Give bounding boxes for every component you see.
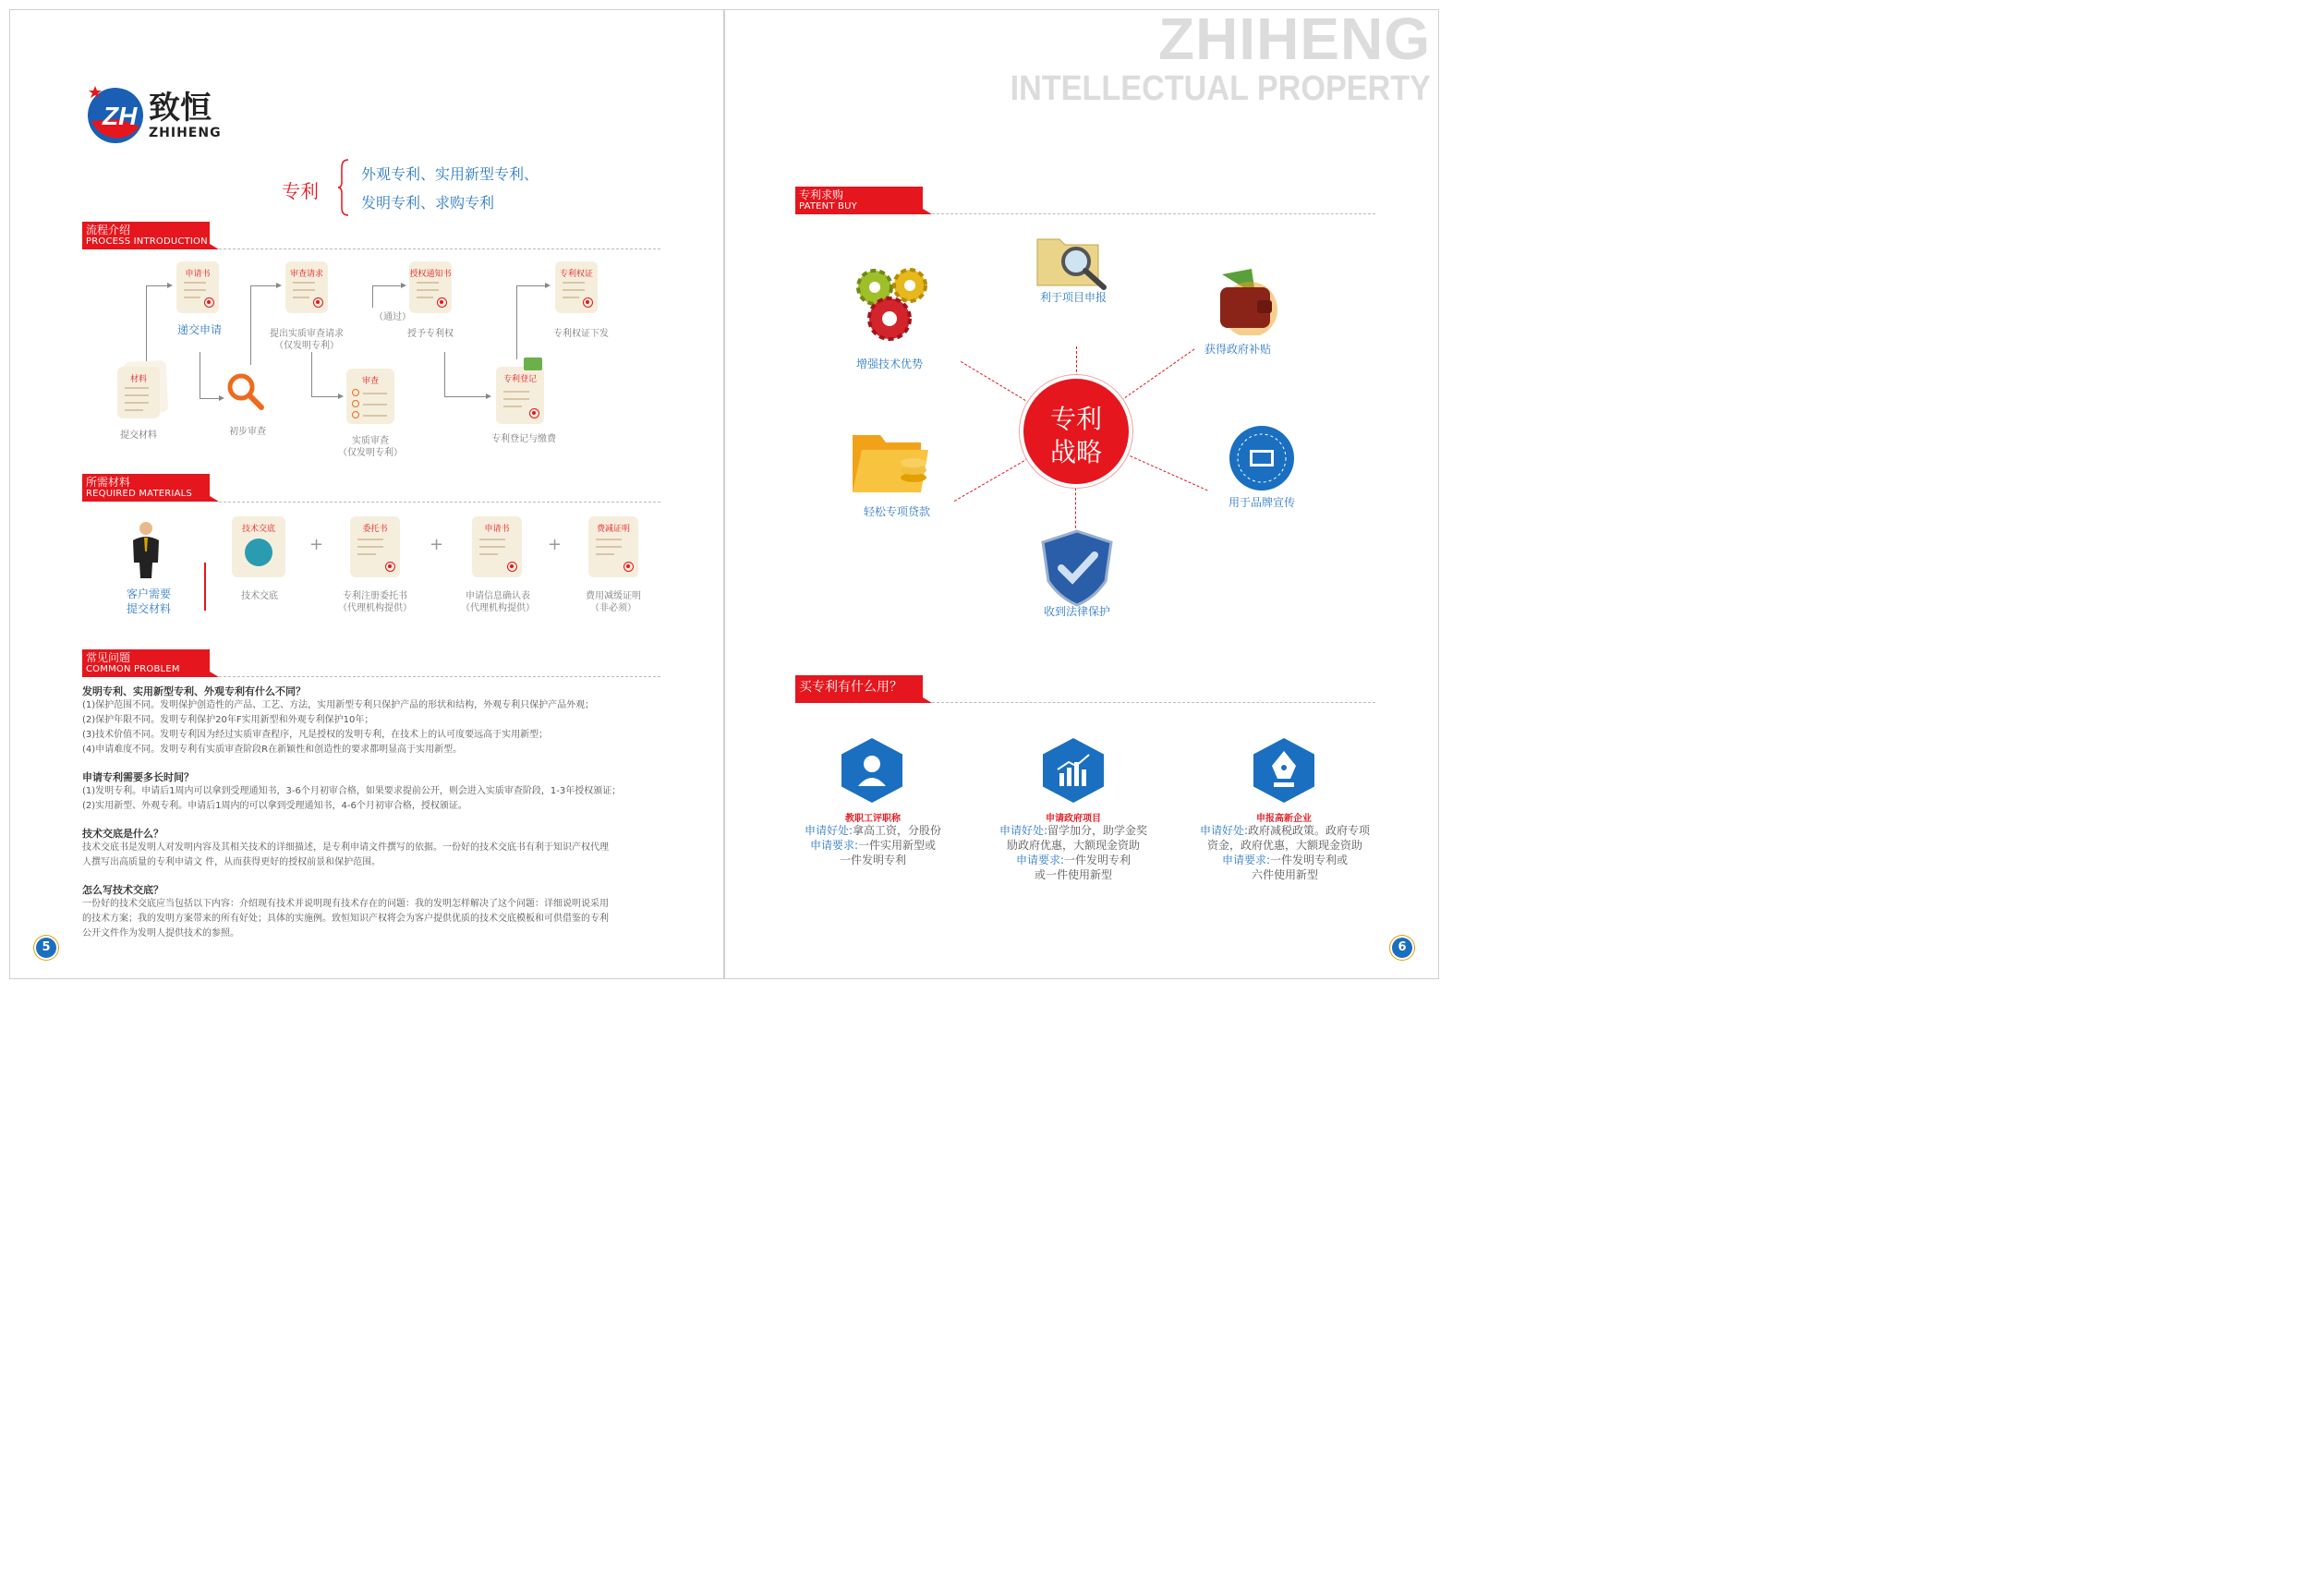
label-line: 提出实质审查请求 [270,329,344,339]
doc-title: 申请书 [484,525,510,534]
brace-icon [337,158,350,217]
red-divider [204,563,206,611]
use-key: 申请要求: [809,839,859,852]
gear-network-icon [245,539,272,566]
use-row [976,838,1170,853]
connector [311,396,339,397]
use-value: 励政府优惠，大额现金资助 [1006,839,1140,852]
doc-application [472,516,522,577]
use-row [1182,838,1387,853]
faq-item [82,883,673,941]
use-title: 申请政府项目 [1046,814,1101,824]
faq-answer-line: 技术交底书是发明人对发明内容及其相关技术的详细描述，是专利申请文件撰写的依据。一份好的技术交底书有利于知识产权代理 [82,842,609,853]
doc-entrust [350,516,400,577]
search-icon [224,370,265,411]
divider [219,502,660,503]
doc-title: 费减证明 [596,525,630,534]
faq-answer-line: (1)保护范围不同。发明保护创造性的产品、工艺、方法，实用新型专利只保护产品的形状和结构，外观专利只保护产品外观； [82,700,595,710]
materials-tag-en: REQUIRED MATERIALS [86,489,192,499]
faq-tag-en: COMMON PROBLEM [86,664,180,674]
connector [372,285,373,308]
material-label [452,590,544,614]
label-submit-material: 提交材料 [120,430,157,441]
benefit-loan: 轻松专项贷款 [863,505,930,518]
label-pass: （通过） [374,312,411,322]
doc-title: 授权通知书 [409,270,452,279]
doc-title: 委托书 [362,525,388,534]
uses-tag [795,675,923,703]
faq-question: 发明专利、实用新型专利、外观专利有什么不同？ [82,685,306,697]
use-value: 六件使用新型 [1251,868,1318,881]
connector [146,285,168,286]
page-number: 5 [36,938,56,958]
doc-title: 专利权证 [559,270,593,279]
strategy-circle [1023,379,1129,484]
seal-icon [529,408,539,418]
seal-icon [583,297,593,308]
patent-heading: 专利 [282,180,319,202]
patent-types-line1: 外观专利、实用新型专利、 [361,165,539,183]
use-row [1182,823,1387,838]
label-line: 实质审查 [352,436,389,446]
faq-list [82,684,673,954]
faq-answer-line: (2)实用新型、外观专利。申请后1周内的可以拿到受理通知书，4-6个月初审合格，授权颁证。 [82,801,467,811]
use-row [781,823,965,838]
label-line: （代理机构提供） [338,603,412,613]
seal-icon [204,297,214,308]
brochure-spread [0,0,1448,987]
doc-tech-disclosure [232,516,285,577]
logo-mark [82,82,147,147]
doc-material [117,367,160,418]
use-title: 申报高新企业 [1256,814,1312,824]
faq-answer-line: 人撰写出高质量的专利申请文 件，从而获得更好的授权前景和保护范围。 [82,857,381,867]
faq-question: 怎么写技术交底？ [82,884,163,896]
doc-title: 审查请求 [289,270,323,279]
patent-buy-tag [795,187,923,214]
connector [516,285,517,359]
material-label [329,590,421,614]
plus-icon: + [548,535,563,554]
use-row [976,823,1170,838]
watermark-line1: ZHIHENG [1158,9,1431,72]
label-grant: 授予专利权 [407,329,454,339]
watermark-line2: INTELLECTUAL PROPERTY [1010,69,1431,108]
doc-apply [176,261,219,313]
client-note [112,587,186,616]
gears-icon [853,265,936,348]
use-body [1182,823,1387,882]
use-row [781,838,965,853]
seal-icon [385,562,395,572]
pen-hex-icon [1253,738,1314,803]
label-line: 技术交底 [241,591,278,601]
use-key: 申请好处: [999,824,1048,837]
strategy-text1: 专利 [1049,404,1102,434]
use-body [781,823,965,867]
faq-question: 技术交底是什么？ [82,828,163,840]
svg-text:ZH: ZH [103,102,138,130]
benefit-subsidy: 获得政府补贴 [1204,343,1271,356]
connector [200,398,220,399]
chart-hex-icon [1043,738,1104,803]
benefit-project: 利于项目申报 [1039,291,1107,304]
wallet-icon [1209,267,1283,335]
arrow-icon [545,283,551,288]
patent-buy-tag-en: PATENT BUY [799,201,857,212]
label-preliminary: 初步审查 [229,427,266,437]
use-key: 申请好处: [1199,824,1249,837]
materials-tag-cn: 所需材料 [86,476,131,489]
connector [311,352,312,396]
label-line: 专利注册委托书 [343,591,407,601]
faq-tag-cn: 常见问题 [86,651,131,664]
search-icon [352,389,359,396]
search-icon [352,400,359,407]
plus-icon: + [430,535,444,554]
faq-question: 申请专利需要多长时间？ [82,771,194,783]
material-label [567,590,660,614]
patent-buy-tag-cn: 专利求购 [799,188,844,201]
connector [146,285,147,361]
person-icon [130,520,162,579]
faq-answer-line: 公开文件作为发明人提供技术的参照。 [82,928,239,939]
doc-title: 材料 [129,375,147,384]
plus-icon: + [309,535,324,554]
use-value: 留学加分，助学金奖 [1047,824,1148,837]
use-value: 或一件使用新型 [1034,868,1112,881]
shield-check-icon [1039,529,1115,607]
use-value: 资金，政府优惠，大额现金资助 [1206,839,1362,852]
divider [219,248,660,249]
benefit-tech: 增强技术优势 [855,357,923,370]
use-key: 申请好处: [804,824,853,837]
folder-coins-icon [847,417,936,500]
label-line: 费用减缓证明 [586,591,641,601]
connector [516,285,546,286]
use-row [1182,853,1387,867]
use-title: 教职工评职称 [845,814,901,824]
search-icon [352,411,359,418]
faq-item [82,770,673,814]
logo-en: ZHIHENG [149,126,222,140]
seal-icon [313,297,323,308]
doc-exam [346,369,394,424]
money-icon [524,357,542,370]
faq-tag [82,649,210,677]
label-line: （仅发明专利） [338,448,403,458]
process-tag-cn: 流程介绍 [86,224,131,236]
doc-fee-reduction [588,516,638,577]
divider [932,702,1375,703]
faq-answer-line: (1)发明专利。申请后1周内可以拿到受理通知书，3-6个月初审合格，如果要求提前公开，则会进入实质审查阶段，1-3年授权颁证； [82,786,622,796]
label-line: （代理机构提供） [461,603,535,613]
arrow-icon [486,394,491,399]
label-line: （非必须） [590,603,636,613]
doc-grant-notice [409,261,452,313]
doc-review-request [285,261,328,313]
connector [444,396,487,397]
connector [444,352,445,396]
divider [219,676,660,677]
use-value: 一件发明专利或 [1270,854,1349,866]
faq-answer-line: (2)保护年限不同。发明专利保护20年F实用新型和外观专利保护10年； [82,715,374,725]
doc-title: 申请书 [185,270,211,279]
brand-network-icon [1228,424,1296,492]
material-label [223,590,297,602]
faq-item [82,827,673,870]
process-tag [82,222,210,249]
label-review-request [256,328,357,352]
use-key: 申请要求: [1015,854,1065,866]
seal-icon [623,562,634,572]
logo-cn: 致恒 [149,90,212,127]
use-body [976,823,1170,882]
doc-certificate [555,261,598,313]
label-register-fee: 专利登记与缴费 [491,434,556,444]
faq-answer-line: (4)申请难度不同。发明专利有实质审查阶段R在新颖性和创造性的要求都明显高于实用新型。 [82,745,463,755]
page-number: 6 [1392,938,1412,958]
arrow-icon [276,283,282,288]
use-value: 一件实用新型或 [858,839,937,852]
label-submit: 递交申请 [176,323,222,336]
doc-register [496,367,544,424]
connector [372,285,402,286]
use-value: 政府减税政策。政府专项 [1248,824,1371,837]
use-key: 申请要求: [1221,854,1271,866]
strategy-text2: 战略 [1049,437,1102,467]
connector [250,285,276,286]
use-value: 一件发明专利 [1064,854,1132,866]
faq-item [82,684,673,757]
use-row [976,867,1170,882]
arrow-icon [219,395,224,401]
arrow-icon [167,283,173,288]
materials-tag [82,474,210,502]
process-tag-en: PROCESS INTRODUCTION [86,236,208,247]
seal-icon [437,297,447,308]
doc-title: 审查 [361,377,379,386]
divider [932,213,1375,214]
label-line: 申请信息确认表 [466,591,530,601]
title-hex-icon [841,738,902,803]
arrow-icon [338,394,344,399]
label-line: 客户需要 [126,588,171,600]
seal-icon [507,562,517,572]
label-line: 提交材料 [126,602,171,615]
use-value: 拿高工资，分股份 [853,824,942,837]
benefit-brand: 用于品牌宣传 [1228,496,1295,509]
label-substantive [324,435,417,459]
use-value: 一件发明专利 [839,854,906,866]
faq-answer-line: (3)技术价值不同。发明专利因为经过实质审查程序，凡是授权的发明专利，在技术上的认可度要远高于实用新型； [82,730,549,740]
arrow-icon [401,283,406,288]
use-row [1182,867,1387,882]
faq-answer-line: 的技术方案；我的发明方案带来的所有好处；具体的实施例。致恒知识产权将会为客户提供优质的技术交底模板和可供借鉴的专利 [82,914,609,924]
label-line: （仅发明专利） [274,341,339,351]
faq-answer-line: 一份好的技术交底应当包括以下内容：介绍现有技术并说明现有技术存在的问题：我的发明怎样解决了这个问题：详细说明说采用 [82,899,609,909]
uses-tag-cn: 买专利有什么用？ [799,680,902,695]
benefit-legal: 收到法律保护 [1043,605,1110,618]
left-page [9,9,724,979]
doc-title: 专利登记 [502,375,537,384]
use-row [976,853,1170,867]
connector [250,285,251,365]
doc-title: 技术交底 [241,525,275,534]
patent-types-line2: 发明专利、求购专利 [361,194,495,212]
label-cert-issue: 专利权证下发 [553,329,609,339]
use-row [781,853,965,867]
right-page [724,9,1439,979]
folder-search-icon [1034,230,1113,291]
